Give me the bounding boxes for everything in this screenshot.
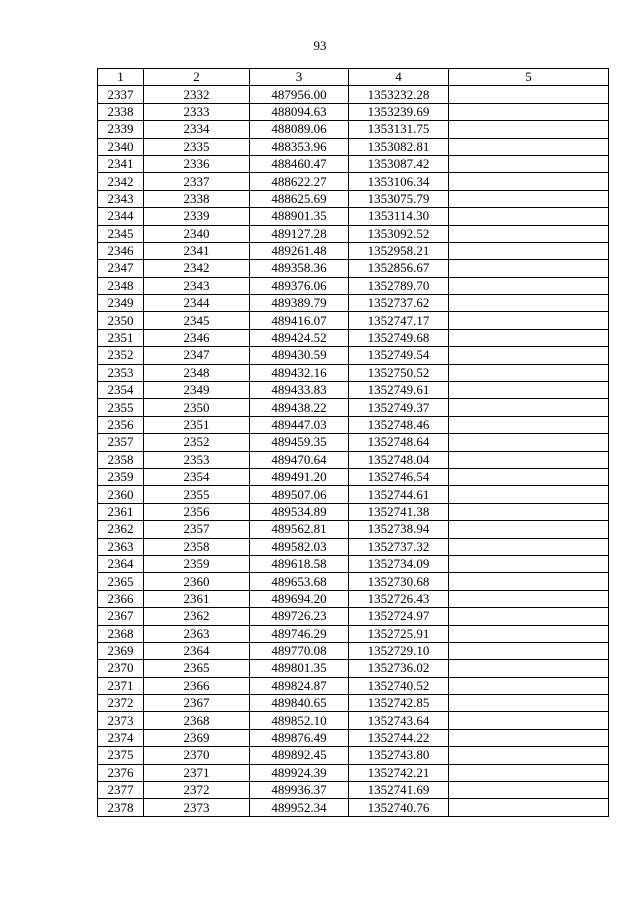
table-row xyxy=(98,364,609,381)
table-cell-col-4: 1353232.28 xyxy=(349,86,449,103)
table-cell-col-5 xyxy=(449,242,609,259)
table-cell-col-4: 1352742.21 xyxy=(349,764,449,781)
table-row xyxy=(98,468,609,485)
table-cell-col-1: 2360 xyxy=(98,486,144,503)
table-body xyxy=(98,86,609,816)
table-row xyxy=(98,608,609,625)
table-cell-col-2: 2368 xyxy=(144,712,250,729)
table-cell-col-4: 1353082.81 xyxy=(349,138,449,155)
table-cell-col-4: 1352748.04 xyxy=(349,451,449,468)
table-cell-col-5 xyxy=(449,416,609,433)
table-cell-col-2: 2364 xyxy=(144,642,250,659)
table-cell-col-4: 1352744.61 xyxy=(349,486,449,503)
table-cell-col-3: 489653.68 xyxy=(250,573,349,590)
table-row xyxy=(98,764,609,781)
table-cell-col-2: 2343 xyxy=(144,277,250,294)
table-row xyxy=(98,399,609,416)
table-cell-col-3: 489694.20 xyxy=(250,590,349,607)
table-cell-col-2: 2357 xyxy=(144,521,250,538)
table-cell-col-2: 2336 xyxy=(144,155,250,172)
table-cell-col-5 xyxy=(449,399,609,416)
table-cell-col-1: 2345 xyxy=(98,225,144,242)
table-cell-col-4: 1352789.70 xyxy=(349,277,449,294)
table-cell-col-1: 2361 xyxy=(98,503,144,520)
table-row xyxy=(98,208,609,225)
table-cell-col-3: 489507.06 xyxy=(250,486,349,503)
table-cell-col-5 xyxy=(449,538,609,555)
table-cell-col-2: 2349 xyxy=(144,382,250,399)
table-cell-col-1: 2359 xyxy=(98,468,144,485)
table-row xyxy=(98,190,609,207)
table-cell-col-1: 2376 xyxy=(98,764,144,781)
table-cell-col-5 xyxy=(449,677,609,694)
table-cell-col-5 xyxy=(449,277,609,294)
column-header-3: 3 xyxy=(250,69,349,86)
table-cell-col-3: 489389.79 xyxy=(250,295,349,312)
table-cell-col-4: 1352740.52 xyxy=(349,677,449,694)
table-cell-col-1: 2344 xyxy=(98,208,144,225)
table-cell-col-5 xyxy=(449,573,609,590)
table-cell-col-1: 2372 xyxy=(98,695,144,712)
table-cell-col-3: 489491.20 xyxy=(250,468,349,485)
table-cell-col-5 xyxy=(449,782,609,799)
table-cell-col-3: 488622.27 xyxy=(250,173,349,190)
table-cell-col-3: 489770.08 xyxy=(250,642,349,659)
table-cell-col-5 xyxy=(449,138,609,155)
table-row xyxy=(98,329,609,346)
table-cell-col-1: 2348 xyxy=(98,277,144,294)
table-cell-col-1: 2356 xyxy=(98,416,144,433)
table-cell-col-3: 489892.45 xyxy=(250,747,349,764)
table-cell-col-5 xyxy=(449,382,609,399)
table-row xyxy=(98,590,609,607)
table-cell-col-1: 2351 xyxy=(98,329,144,346)
table-cell-col-2: 2367 xyxy=(144,695,250,712)
table-cell-col-2: 2342 xyxy=(144,260,250,277)
table-cell-col-1: 2363 xyxy=(98,538,144,555)
table-cell-col-3: 489618.58 xyxy=(250,555,349,572)
table-cell-col-2: 2366 xyxy=(144,677,250,694)
table-row xyxy=(98,729,609,746)
table-cell-col-3: 488460.47 xyxy=(250,155,349,172)
table-cell-col-4: 1352744.22 xyxy=(349,729,449,746)
column-header-2: 2 xyxy=(144,69,250,86)
table-cell-col-4: 1353114.30 xyxy=(349,208,449,225)
table-cell-col-4: 1352730.68 xyxy=(349,573,449,590)
table-cell-col-5 xyxy=(449,364,609,381)
table-row xyxy=(98,86,609,103)
table-cell-col-2: 2333 xyxy=(144,103,250,120)
table-cell-col-2: 2347 xyxy=(144,347,250,364)
table-cell-col-4: 1352746.54 xyxy=(349,468,449,485)
table-row xyxy=(98,782,609,799)
table-cell-col-2: 2351 xyxy=(144,416,250,433)
table-cell-col-1: 2342 xyxy=(98,173,144,190)
table-cell-col-4: 1352742.85 xyxy=(349,695,449,712)
table-cell-col-2: 2373 xyxy=(144,799,250,816)
table-cell-col-2: 2332 xyxy=(144,86,250,103)
table-cell-col-4: 1352748.46 xyxy=(349,416,449,433)
table-cell-col-3: 489562.81 xyxy=(250,521,349,538)
table-cell-col-5 xyxy=(449,312,609,329)
table-cell-col-1: 2369 xyxy=(98,642,144,659)
table-cell-col-1: 2350 xyxy=(98,312,144,329)
table-cell-col-2: 2350 xyxy=(144,399,250,416)
table-cell-col-1: 2353 xyxy=(98,364,144,381)
table-cell-col-5 xyxy=(449,608,609,625)
table-cell-col-5 xyxy=(449,555,609,572)
table-cell-col-2: 2334 xyxy=(144,121,250,138)
table-row xyxy=(98,225,609,242)
table-cell-col-5 xyxy=(449,486,609,503)
table-cell-col-3: 489470.64 xyxy=(250,451,349,468)
table-row xyxy=(98,347,609,364)
table-cell-col-3: 489936.37 xyxy=(250,782,349,799)
table-row xyxy=(98,677,609,694)
table-cell-col-4: 1352726.43 xyxy=(349,590,449,607)
table-cell-col-3: 489430.59 xyxy=(250,347,349,364)
column-header-5: 5 xyxy=(449,69,609,86)
table-cell-col-2: 2340 xyxy=(144,225,250,242)
table-cell-col-2: 2369 xyxy=(144,729,250,746)
table-cell-col-5 xyxy=(449,329,609,346)
table-cell-col-1: 2352 xyxy=(98,347,144,364)
table-cell-col-2: 2365 xyxy=(144,660,250,677)
table-cell-col-3: 488089.06 xyxy=(250,121,349,138)
table-cell-col-1: 2370 xyxy=(98,660,144,677)
table-cell-col-1: 2368 xyxy=(98,625,144,642)
table-cell-col-2: 2372 xyxy=(144,782,250,799)
table-row xyxy=(98,260,609,277)
table-cell-col-2: 2339 xyxy=(144,208,250,225)
table-row xyxy=(98,695,609,712)
table-cell-col-4: 1352743.64 xyxy=(349,712,449,729)
table-cell-col-1: 2354 xyxy=(98,382,144,399)
table-row xyxy=(98,155,609,172)
table-cell-col-1: 2366 xyxy=(98,590,144,607)
table-row xyxy=(98,451,609,468)
table-cell-col-4: 1352856.67 xyxy=(349,260,449,277)
table-cell-col-5 xyxy=(449,521,609,538)
table-cell-col-2: 2362 xyxy=(144,608,250,625)
table-cell-col-4: 1352737.32 xyxy=(349,538,449,555)
table-cell-col-4: 1352729.10 xyxy=(349,642,449,659)
table-cell-col-2: 2353 xyxy=(144,451,250,468)
table-cell-col-1: 2343 xyxy=(98,190,144,207)
table-cell-col-2: 2361 xyxy=(144,590,250,607)
table-cell-col-4: 1353239.69 xyxy=(349,103,449,120)
table-cell-col-4: 1352740.76 xyxy=(349,799,449,816)
table-cell-col-4: 1352750.52 xyxy=(349,364,449,381)
table-cell-col-5 xyxy=(449,590,609,607)
table-cell-col-1: 2347 xyxy=(98,260,144,277)
table-cell-col-2: 2363 xyxy=(144,625,250,642)
table-row xyxy=(98,712,609,729)
table-cell-col-1: 2374 xyxy=(98,729,144,746)
table-cell-col-1: 2373 xyxy=(98,712,144,729)
table-cell-col-4: 1352749.54 xyxy=(349,347,449,364)
table-cell-col-5 xyxy=(449,225,609,242)
table-cell-col-4: 1352725.91 xyxy=(349,625,449,642)
table-cell-col-1: 2339 xyxy=(98,121,144,138)
table-cell-col-2: 2371 xyxy=(144,764,250,781)
table-cell-col-3: 489582.03 xyxy=(250,538,349,555)
coordinates-table xyxy=(97,68,609,817)
table-cell-col-2: 2338 xyxy=(144,190,250,207)
table-cell-col-1: 2375 xyxy=(98,747,144,764)
table-cell-col-1: 2357 xyxy=(98,434,144,451)
table-cell-col-1: 2371 xyxy=(98,677,144,694)
table-cell-col-1: 2349 xyxy=(98,295,144,312)
table-cell-col-3: 489824.87 xyxy=(250,677,349,694)
table-cell-col-3: 489876.49 xyxy=(250,729,349,746)
table-cell-col-5 xyxy=(449,347,609,364)
table-row xyxy=(98,295,609,312)
table-cell-col-4: 1352747.17 xyxy=(349,312,449,329)
table-cell-col-5 xyxy=(449,747,609,764)
table-cell-col-4: 1352958.21 xyxy=(349,242,449,259)
table-cell-col-2: 2346 xyxy=(144,329,250,346)
table-cell-col-5 xyxy=(449,799,609,816)
table-cell-col-2: 2356 xyxy=(144,503,250,520)
table-row xyxy=(98,799,609,816)
table-cell-col-1: 2337 xyxy=(98,86,144,103)
table-row xyxy=(98,503,609,520)
table-row xyxy=(98,555,609,572)
table-cell-col-3: 489376.06 xyxy=(250,277,349,294)
table-row xyxy=(98,138,609,155)
table-cell-col-5 xyxy=(449,642,609,659)
table-cell-col-3: 489438.22 xyxy=(250,399,349,416)
table-cell-col-3: 489416.07 xyxy=(250,312,349,329)
table-row xyxy=(98,242,609,259)
table-cell-col-5 xyxy=(449,468,609,485)
table-cell-col-4: 1353092.52 xyxy=(349,225,449,242)
table-cell-col-5 xyxy=(449,295,609,312)
table-cell-col-4: 1352736.02 xyxy=(349,660,449,677)
table-cell-col-3: 489852.10 xyxy=(250,712,349,729)
table-cell-col-5 xyxy=(449,695,609,712)
table-cell-col-1: 2365 xyxy=(98,573,144,590)
table-cell-col-4: 1352749.61 xyxy=(349,382,449,399)
table-cell-col-2: 2370 xyxy=(144,747,250,764)
table-row xyxy=(98,486,609,503)
table-row xyxy=(98,121,609,138)
table-cell-col-1: 2340 xyxy=(98,138,144,155)
table-cell-col-3: 489801.35 xyxy=(250,660,349,677)
table-cell-col-5 xyxy=(449,260,609,277)
table-cell-col-4: 1352741.69 xyxy=(349,782,449,799)
table-cell-col-2: 2348 xyxy=(144,364,250,381)
table-cell-col-5 xyxy=(449,173,609,190)
table-cell-col-5 xyxy=(449,155,609,172)
table-row xyxy=(98,747,609,764)
table-row xyxy=(98,660,609,677)
table-cell-col-2: 2335 xyxy=(144,138,250,155)
table-cell-col-4: 1352743.80 xyxy=(349,747,449,764)
table-cell-col-3: 488625.69 xyxy=(250,190,349,207)
table-cell-col-3: 489924.39 xyxy=(250,764,349,781)
table-cell-col-3: 489459.35 xyxy=(250,434,349,451)
table-cell-col-1: 2355 xyxy=(98,399,144,416)
table-cell-col-3: 489424.52 xyxy=(250,329,349,346)
table-cell-col-3: 489447.03 xyxy=(250,416,349,433)
table-cell-col-2: 2352 xyxy=(144,434,250,451)
table-cell-col-2: 2345 xyxy=(144,312,250,329)
table-cell-col-3: 489726.23 xyxy=(250,608,349,625)
table-row xyxy=(98,434,609,451)
table-cell-col-5 xyxy=(449,712,609,729)
table-cell-col-1: 2378 xyxy=(98,799,144,816)
table-cell-col-2: 2355 xyxy=(144,486,250,503)
table-cell-col-5 xyxy=(449,729,609,746)
table-cell-col-5 xyxy=(449,451,609,468)
table-cell-col-5 xyxy=(449,764,609,781)
table-cell-col-3: 487956.00 xyxy=(250,86,349,103)
table-cell-col-1: 2341 xyxy=(98,155,144,172)
table-row xyxy=(98,538,609,555)
table-cell-col-4: 1352749.68 xyxy=(349,329,449,346)
table-header xyxy=(98,69,609,86)
table-row xyxy=(98,573,609,590)
table-row xyxy=(98,312,609,329)
table-cell-col-5 xyxy=(449,190,609,207)
table-cell-col-2: 2341 xyxy=(144,242,250,259)
table-cell-col-1: 2377 xyxy=(98,782,144,799)
table-cell-col-5 xyxy=(449,434,609,451)
table-cell-col-3: 489261.48 xyxy=(250,242,349,259)
table-cell-col-3: 489432.16 xyxy=(250,364,349,381)
table-cell-col-1: 2364 xyxy=(98,555,144,572)
table-cell-col-3: 489534.89 xyxy=(250,503,349,520)
table-row xyxy=(98,382,609,399)
table-row xyxy=(98,625,609,642)
table-row xyxy=(98,642,609,659)
table-cell-col-3: 488353.96 xyxy=(250,138,349,155)
table-cell-col-5 xyxy=(449,503,609,520)
table-row xyxy=(98,416,609,433)
table-cell-col-3: 488901.35 xyxy=(250,208,349,225)
table-cell-col-4: 1353106.34 xyxy=(349,173,449,190)
table-cell-col-4: 1352741.38 xyxy=(349,503,449,520)
table-cell-col-3: 489840.65 xyxy=(250,695,349,712)
table-cell-col-4: 1352734.09 xyxy=(349,555,449,572)
table-cell-col-4: 1352738.94 xyxy=(349,521,449,538)
table-cell-col-1: 2367 xyxy=(98,608,144,625)
table-cell-col-2: 2359 xyxy=(144,555,250,572)
table-cell-col-3: 488094.63 xyxy=(250,103,349,120)
table-cell-col-3: 489746.29 xyxy=(250,625,349,642)
table-cell-col-3: 489358.36 xyxy=(250,260,349,277)
table-cell-col-4: 1353087.42 xyxy=(349,155,449,172)
table-cell-col-4: 1352737.62 xyxy=(349,295,449,312)
table-cell-col-1: 2358 xyxy=(98,451,144,468)
table-cell-col-3: 489127.28 xyxy=(250,225,349,242)
column-header-1: 1 xyxy=(98,69,144,86)
table-cell-col-2: 2360 xyxy=(144,573,250,590)
table-cell-col-4: 1352724.97 xyxy=(349,608,449,625)
table-row xyxy=(98,277,609,294)
column-header-4: 4 xyxy=(349,69,449,86)
table-cell-col-4: 1353075.79 xyxy=(349,190,449,207)
table-cell-col-5 xyxy=(449,86,609,103)
table-row xyxy=(98,173,609,190)
table-cell-col-5 xyxy=(449,208,609,225)
table-cell-col-2: 2358 xyxy=(144,538,250,555)
table-cell-col-3: 489952.34 xyxy=(250,799,349,816)
table-cell-col-5 xyxy=(449,660,609,677)
table-cell-col-2: 2337 xyxy=(144,173,250,190)
header-row xyxy=(98,69,609,86)
table-cell-col-5 xyxy=(449,121,609,138)
table-cell-col-1: 2346 xyxy=(98,242,144,259)
table-cell-col-5 xyxy=(449,103,609,120)
table-cell-col-5 xyxy=(449,625,609,642)
table-cell-col-2: 2354 xyxy=(144,468,250,485)
page-number: 93 xyxy=(313,38,327,53)
table-cell-col-1: 2338 xyxy=(98,103,144,120)
table-cell-col-4: 1352748.64 xyxy=(349,434,449,451)
table-cell-col-3: 489433.83 xyxy=(250,382,349,399)
table-row xyxy=(98,521,609,538)
table-cell-col-4: 1353131.75 xyxy=(349,121,449,138)
table-cell-col-1: 2362 xyxy=(98,521,144,538)
table-cell-col-2: 2344 xyxy=(144,295,250,312)
table-cell-col-4: 1352749.37 xyxy=(349,399,449,416)
table-row xyxy=(98,103,609,120)
